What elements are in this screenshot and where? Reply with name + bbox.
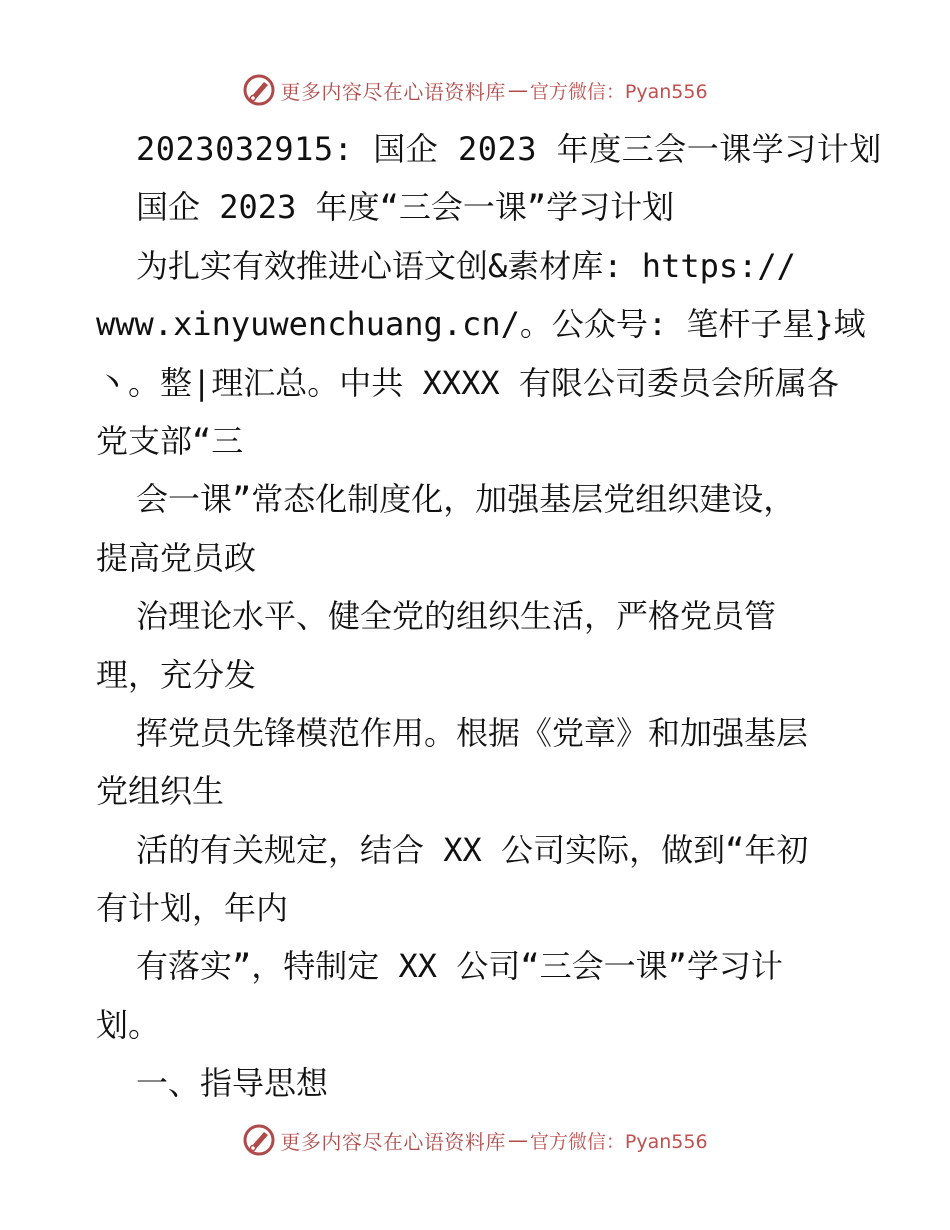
document-body [96,120,882,1113]
doc-line: 挥党员先锋模范作用。根据《党章》和加强基层 [136,713,809,752]
doc-line: 为扎实有效推进心语文创&素材库: https:// [136,246,796,285]
banner-wechat: 官方微信：Pyan556 [529,80,708,103]
header-banner [0,70,950,110]
doc-line: 党支部“三 [96,421,244,460]
section-heading: 一、指导思想 [136,1064,329,1103]
footer-banner [0,1120,950,1160]
doc-line: 2023032915: 国企 2023 年度三会一课学习计划 [136,130,882,168]
banner-wechat: 官方微信：Pyan556 [529,1130,708,1153]
doc-line: 党组织生 [96,772,225,811]
banner-separator: — [507,1128,528,1152]
banner-text: 更多内容尽在心语资料库 [280,1129,506,1154]
doc-line: 治理论水平、健全党的组织生活，严格党员管 [136,597,777,636]
doc-line: 国企 2023 年度“三会一课”学习计划 [136,188,675,227]
doc-line: www.xinyuwenchuang.cn/。公众号: 笔杆子星}域 [96,305,866,344]
doc-line: 会一课”常态化制度化，加强基层党组织建设， [136,480,796,519]
pen-logo-icon [242,1123,276,1157]
doc-line: 丶。整|理汇总。中共 XXXX 有限公司委员会所属各 [96,363,839,402]
doc-line: 理，充分发 [96,655,257,694]
doc-line: 有计划，年内 [96,889,289,928]
banner-text: 更多内容尽在心语资料库 [280,79,506,104]
doc-line: 划。 [96,1005,161,1044]
doc-line: 有落实”，特制定 XX 公司“三会一课”学习计 [136,947,783,986]
doc-line: 提高党员政 [96,538,257,577]
pen-logo-icon [242,73,276,107]
banner-separator: — [507,78,528,102]
doc-line: 活的有关规定，结合 XX 公司实际，做到“年初 [136,830,809,869]
